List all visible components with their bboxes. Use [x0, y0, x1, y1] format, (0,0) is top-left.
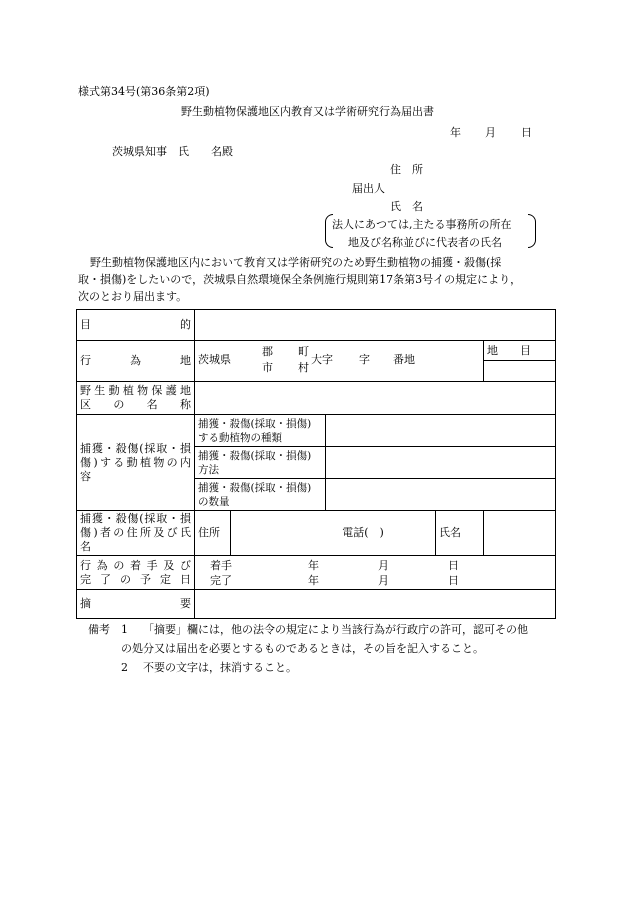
- summary-field[interactable]: [195, 590, 556, 619]
- location-label: 行為地: [77, 341, 195, 382]
- note2-text: 不要の文字は，抹消すること。: [143, 661, 297, 674]
- notes-heading: 備考: [88, 623, 110, 636]
- quantity-label: [195, 479, 326, 511]
- actor-label-line3: 名: [80, 540, 91, 553]
- schedule-label-line2: 完了の予定日: [80, 572, 191, 586]
- schedule-end-month: 月: [378, 574, 389, 587]
- applicant-role-label: 届出人: [352, 182, 385, 195]
- right-bracket: [528, 214, 536, 248]
- species-label-line2: する動植物の種類: [198, 431, 282, 444]
- purpose-label: 目的: [77, 310, 195, 341]
- schedule-start-month: 月: [378, 559, 389, 572]
- date-year: 年: [450, 126, 461, 139]
- date-day: 日: [521, 126, 532, 139]
- row-purpose: [77, 310, 556, 341]
- quantity-label-line2: の数量: [198, 495, 230, 508]
- intro-line1: 野生動植物保護地区内において教育又は学術研究のため野生動植物の捕獲・殺傷(採: [90, 256, 502, 269]
- note1-number: 1: [121, 623, 128, 636]
- row-area-name: [77, 382, 556, 415]
- schedule-field[interactable]: [195, 556, 556, 590]
- method-label-line2: 方法: [198, 463, 219, 476]
- content-label-line2: 傷)する動植物の内: [80, 455, 191, 469]
- method-label-line1: 捕獲・殺傷(採取・損傷): [198, 449, 312, 462]
- purpose-field[interactable]: [195, 310, 556, 341]
- species-label: [195, 415, 326, 447]
- row-schedule: [77, 556, 556, 590]
- location-pref: 茨城県: [198, 353, 231, 366]
- note2-number: 2: [121, 661, 128, 674]
- corp-note-line1: 法人にあつては,主たる事務所の所在: [332, 218, 512, 231]
- chimoku-label: 地 目: [484, 341, 555, 361]
- method-label: [195, 447, 326, 479]
- location-gun: 郡: [262, 345, 273, 358]
- chimoku-field[interactable]: [484, 361, 555, 381]
- content-label-line3: 容: [80, 469, 91, 483]
- corp-note-line2: 地及び名称並びに代表者の氏名: [348, 236, 502, 249]
- schedule-label: [77, 556, 195, 590]
- applicant-address-label: 住 所: [390, 163, 423, 176]
- content-label-line1: 捕獲・殺傷(採取・損: [80, 441, 191, 455]
- actor-name-label: 氏名: [436, 511, 484, 556]
- species-field[interactable]: [326, 415, 556, 447]
- actor-address-label: 住所: [195, 511, 231, 556]
- location-banchi: 番地: [393, 353, 415, 366]
- application-form-table: [76, 309, 556, 619]
- actor-name-field[interactable]: [484, 511, 556, 556]
- row-summary: [77, 590, 556, 619]
- schedule-label-line1: 行為の着手及び: [80, 558, 191, 572]
- location-field[interactable]: [195, 341, 484, 382]
- intro-line2: 取・損傷)をしたいので，茨城県自然環境保全条例施行規則第17条第3号イの規定により，: [78, 273, 522, 286]
- date-month: 月: [485, 126, 496, 139]
- area-name-label-line2: 区の名称: [80, 398, 191, 411]
- summary-label: 摘要: [77, 590, 195, 619]
- schedule-start-label: 着手: [210, 559, 232, 572]
- row-location: [77, 341, 556, 382]
- form-title: 野生動植物保護地区内教育又は学術研究行為届出書: [181, 105, 434, 118]
- location-shi: 市: [262, 361, 273, 374]
- area-name-field[interactable]: [195, 382, 556, 415]
- note1-line1: 「摘要」欄には，他の法令の規定により当該行為が行政庁の許可，認可その他: [143, 623, 528, 636]
- actor-label: [77, 511, 195, 556]
- method-field[interactable]: [326, 447, 556, 479]
- location-oaza: 大字: [311, 353, 333, 366]
- location-mura: 村: [298, 361, 309, 374]
- quantity-field[interactable]: [326, 479, 556, 511]
- note1-line2: の処分又は届出を必要とするものであるときは，その旨を記入すること。: [121, 642, 484, 655]
- row-species: [77, 415, 556, 447]
- actor-label-line2: 傷)者の住所及び氏: [80, 526, 191, 539]
- area-name-label: [77, 382, 195, 415]
- addressee: 茨城県知事 氏 名殿: [112, 145, 233, 158]
- applicant-name-label: 氏 名: [390, 200, 423, 213]
- location-aza: 字: [359, 353, 370, 366]
- location-machi: 町: [298, 345, 309, 358]
- intro-line3: 次のとおり届出ます。: [78, 290, 188, 303]
- schedule-end-day: 日: [448, 574, 459, 587]
- schedule-end-label: 完了: [210, 574, 232, 587]
- schedule-start-year: 年: [308, 559, 319, 572]
- chimoku-cell: [484, 341, 556, 382]
- species-label-line1: 捕獲・殺傷(採取・損傷): [198, 417, 312, 430]
- quantity-label-line1: 捕獲・殺傷(採取・損傷): [198, 481, 312, 494]
- schedule-end-year: 年: [308, 574, 319, 587]
- actor-address-field[interactable]: [231, 511, 436, 556]
- form-number: 様式第34号(第36条第2項): [78, 85, 210, 98]
- actor-phone-label: 電話( ): [342, 526, 384, 539]
- content-label: [77, 415, 195, 511]
- schedule-start-day: 日: [448, 559, 459, 572]
- row-actor: [77, 511, 556, 556]
- area-name-label-line1: 野生動植物保護地: [80, 384, 191, 397]
- actor-label-line1: 捕獲・殺傷(採取・損: [80, 512, 191, 525]
